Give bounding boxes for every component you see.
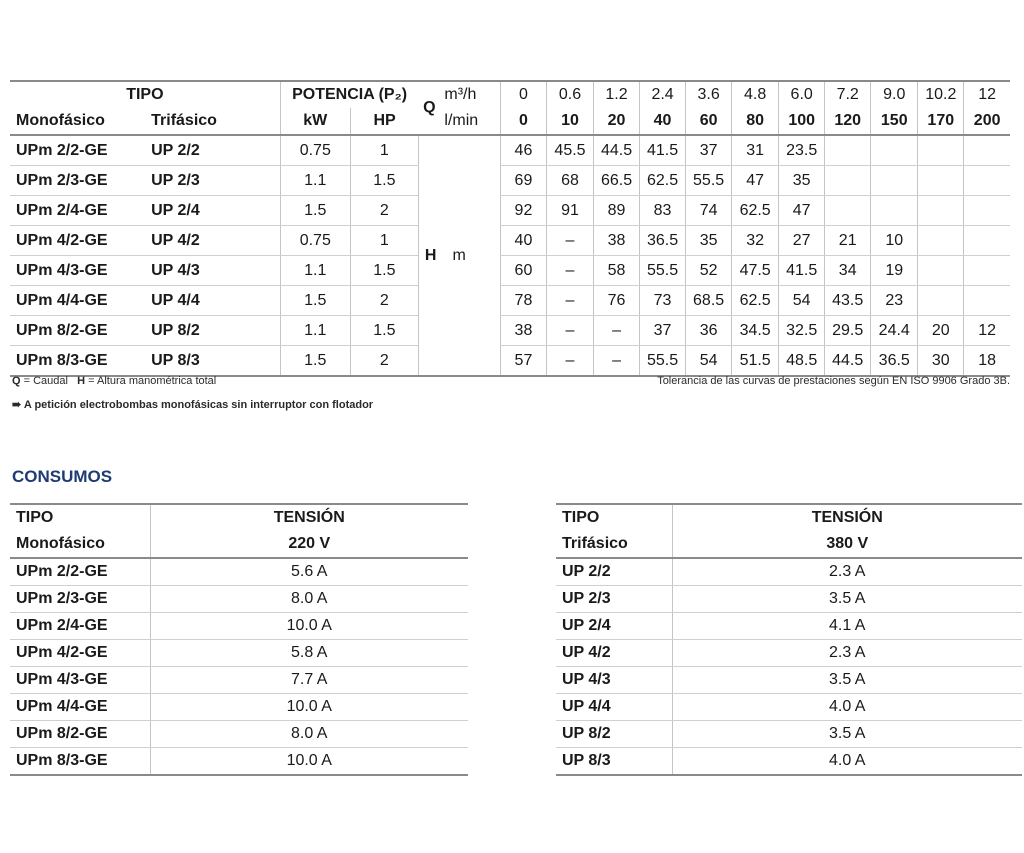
flow-m3h-cell: 10.2 — [918, 81, 964, 108]
consumo-value-cell: 2.3 A — [672, 558, 1022, 586]
head-value-cell: 91 — [546, 196, 593, 226]
head-value-cell — [871, 196, 918, 226]
head-value-cell: 55.5 — [640, 256, 686, 286]
kw-cell: 1.1 — [280, 316, 350, 346]
head-value-cell: 27 — [779, 226, 825, 256]
peticion-note — [12, 398, 373, 411]
tri-model-cell: UP 4/2 — [145, 226, 280, 256]
head-value-cell: 89 — [594, 196, 640, 226]
mono-header: Monofásico — [10, 108, 145, 135]
kw-header: kW — [280, 108, 350, 135]
head-value-cell: 35 — [779, 166, 825, 196]
tri-sub-header: Trifásico — [556, 531, 672, 558]
head-value-cell: 44.5 — [594, 135, 640, 166]
flow-lmin-cell: 20 — [594, 108, 640, 135]
flow-m3h-cell: 3.6 — [686, 81, 732, 108]
consumo-value-cell: 4.1 A — [672, 613, 1022, 640]
head-value-cell: 44.5 — [825, 346, 871, 377]
perf-header-row-1 — [10, 81, 1010, 108]
flow-m3h-cell: 7.2 — [825, 81, 871, 108]
peticion-text: A petición electrobombas monofásicas sin interruptor con flotador — [23, 399, 374, 411]
performance-table — [10, 80, 1010, 377]
consumo-tipo-cell: UPm 2/2-GE — [10, 558, 150, 586]
q-desc: = Caudal — [20, 375, 68, 387]
tri-header: Trifásico — [145, 108, 280, 135]
head-value-cell: 34.5 — [732, 316, 779, 346]
kw-cell: 1.1 — [280, 166, 350, 196]
potencia-header: POTENCIA (P₂) — [280, 81, 418, 108]
head-value-cell: 31 — [732, 135, 779, 166]
head-value-cell — [918, 286, 964, 316]
tolerance-note: Tolerancia de las curvas de prestaciones según EN ISO 9906 Grado 3B. — [657, 375, 1010, 387]
head-value-cell: 36.5 — [871, 346, 918, 377]
head-value-cell: 40 — [500, 226, 546, 256]
head-value-cell: 19 — [871, 256, 918, 286]
hp-cell: 2 — [350, 286, 418, 316]
head-value-cell: 32 — [732, 226, 779, 256]
table-row — [10, 346, 1010, 377]
consumos-mono-table — [10, 503, 468, 776]
head-value-cell — [964, 256, 1010, 286]
table-row — [556, 748, 1022, 776]
head-value-cell — [964, 226, 1010, 256]
tri-model-cell: UP 4/3 — [145, 256, 280, 286]
head-value-cell: 36.5 — [640, 226, 686, 256]
head-value-cell: – — [546, 226, 593, 256]
head-value-cell — [964, 135, 1010, 166]
head-value-cell — [918, 256, 964, 286]
tri-model-cell: UP 2/4 — [145, 196, 280, 226]
mono-model-cell: UPm 8/3-GE — [10, 346, 145, 377]
h-m-label — [418, 135, 500, 376]
consumo-tipo-cell: UPm 2/4-GE — [10, 613, 150, 640]
tri-model-cell: UP 4/4 — [145, 286, 280, 316]
head-value-cell — [964, 196, 1010, 226]
consumo-value-cell: 10.0 A — [150, 613, 468, 640]
head-value-cell: 57 — [500, 346, 546, 377]
flow-lmin-cell: 0 — [500, 108, 546, 135]
consumo-tipo-cell: UP 8/3 — [556, 748, 672, 776]
head-value-cell: 54 — [779, 286, 825, 316]
table-row — [10, 748, 468, 776]
head-value-cell: 38 — [500, 316, 546, 346]
head-value-cell: 83 — [640, 196, 686, 226]
table-row — [556, 613, 1022, 640]
consumos-title: CONSUMOS — [12, 467, 113, 486]
head-value-cell: 47 — [732, 166, 779, 196]
head-value-cell: 46 — [500, 135, 546, 166]
head-value-cell: – — [546, 286, 593, 316]
head-value-cell — [918, 226, 964, 256]
consumo-value-cell: 5.8 A — [150, 640, 468, 667]
consumo-value-cell: 3.5 A — [672, 721, 1022, 748]
tri-model-cell: UP 8/3 — [145, 346, 280, 377]
head-value-cell: 62.5 — [732, 196, 779, 226]
hp-cell: 1.5 — [350, 166, 418, 196]
head-value-cell: 92 — [500, 196, 546, 226]
table-row — [10, 721, 468, 748]
table-row — [10, 256, 1010, 286]
head-value-cell: 66.5 — [594, 166, 640, 196]
h-label: H — [424, 246, 437, 264]
consumo-tipo-cell: UP 2/4 — [556, 613, 672, 640]
head-value-cell: 69 — [500, 166, 546, 196]
head-value-cell: 36 — [686, 316, 732, 346]
head-value-cell: – — [594, 346, 640, 377]
head-value-cell: 23 — [871, 286, 918, 316]
kw-cell: 1.5 — [280, 346, 350, 377]
table-row — [556, 667, 1022, 694]
hp-cell: 1 — [350, 135, 418, 166]
flow-m3h-cell: 6.0 — [779, 81, 825, 108]
mono-voltage-header: 220 V — [150, 531, 468, 558]
consumo-tipo-cell: UPm 8/3-GE — [10, 748, 150, 776]
tri-tipo-header: TIPO — [562, 509, 600, 526]
head-value-cell: 20 — [918, 316, 964, 346]
head-value-cell: – — [546, 346, 593, 377]
head-value-cell: 35 — [686, 226, 732, 256]
table-row — [556, 586, 1022, 613]
mono-model-cell: UPm 2/2-GE — [10, 135, 145, 166]
hp-cell: 1 — [350, 226, 418, 256]
table-row — [10, 166, 1010, 196]
flow-m3h-cell: 0.6 — [546, 81, 593, 108]
consumo-tipo-cell: UP 8/2 — [556, 721, 672, 748]
consumo-value-cell: 3.5 A — [672, 586, 1022, 613]
table-row — [10, 135, 1010, 166]
head-value-cell: 43.5 — [825, 286, 871, 316]
head-value-cell — [825, 166, 871, 196]
head-value-cell: 73 — [640, 286, 686, 316]
consumo-tipo-cell: UP 4/4 — [556, 694, 672, 721]
head-value-cell: 76 — [594, 286, 640, 316]
head-value-cell — [871, 135, 918, 166]
hp-cell: 2 — [350, 346, 418, 377]
mono-model-cell: UPm 2/3-GE — [10, 166, 145, 196]
table-row — [10, 586, 468, 613]
head-value-cell: 74 — [686, 196, 732, 226]
table-row — [10, 316, 1010, 346]
flow-lmin-cell: 120 — [825, 108, 871, 135]
head-value-cell — [964, 286, 1010, 316]
flow-lmin-cell: 60 — [686, 108, 732, 135]
consumo-value-cell: 4.0 A — [672, 694, 1022, 721]
table-row — [10, 226, 1010, 256]
table-row — [10, 694, 468, 721]
head-value-cell: 34 — [825, 256, 871, 286]
head-value-cell: 37 — [640, 316, 686, 346]
consumo-value-cell: 8.0 A — [150, 586, 468, 613]
table-row — [556, 721, 1022, 748]
flow-m3h-cell: 0 — [500, 81, 546, 108]
table-row — [556, 694, 1022, 721]
m3h-unit: m³/h — [444, 86, 477, 103]
mono-model-cell: UPm 4/2-GE — [10, 226, 145, 256]
flow-lmin-cell: 150 — [871, 108, 918, 135]
consumos-mono-header-1 — [10, 504, 468, 531]
mono-model-cell: UPm 4/4-GE — [10, 286, 145, 316]
consumo-value-cell: 5.6 A — [150, 558, 468, 586]
kw-cell: 0.75 — [280, 135, 350, 166]
head-value-cell: 10 — [871, 226, 918, 256]
flow-lmin-cell: 40 — [640, 108, 686, 135]
table-row — [10, 196, 1010, 226]
q-header: Q — [418, 81, 440, 135]
head-value-cell — [825, 196, 871, 226]
flow-lmin-cell: 10 — [546, 108, 593, 135]
tri-model-cell: UP 8/2 — [145, 316, 280, 346]
consumo-value-cell: 10.0 A — [150, 748, 468, 776]
head-value-cell: 18 — [964, 346, 1010, 377]
head-value-cell: 68.5 — [686, 286, 732, 316]
head-value-cell: 12 — [964, 316, 1010, 346]
consumos-tri-header-1 — [556, 504, 1022, 531]
table-row — [10, 613, 468, 640]
mono-model-cell: UPm 8/2-GE — [10, 316, 145, 346]
arrow-icon: ➠ — [12, 399, 22, 411]
h-desc: = Altura manométrica total — [85, 375, 217, 387]
table-row — [10, 667, 468, 694]
hp-cell: 1.5 — [350, 256, 418, 286]
kw-cell: 0.75 — [280, 226, 350, 256]
consumo-tipo-cell: UP 2/2 — [556, 558, 672, 586]
kw-cell: 1.5 — [280, 286, 350, 316]
head-value-cell — [964, 166, 1010, 196]
flow-m3h-cell: 4.8 — [732, 81, 779, 108]
head-value-cell: 47 — [779, 196, 825, 226]
q-abbr: Q — [12, 375, 21, 387]
head-value-cell: 30 — [918, 346, 964, 377]
hp-header: HP — [350, 108, 418, 135]
mono-tipo-header: TIPO — [16, 509, 54, 526]
flow-lmin-cell: 200 — [964, 108, 1010, 135]
flow-lmin-cell: 100 — [779, 108, 825, 135]
head-value-cell: 24.4 — [871, 316, 918, 346]
flow-m3h-cell: 12 — [964, 81, 1010, 108]
head-value-cell: 45.5 — [546, 135, 593, 166]
consumo-tipo-cell: UPm 4/3-GE — [10, 667, 150, 694]
consumo-value-cell: 7.7 A — [150, 667, 468, 694]
flow-m3h-cell: 9.0 — [871, 81, 918, 108]
head-value-cell: 62.5 — [732, 286, 779, 316]
consumos-tri-table — [556, 503, 1022, 776]
head-value-cell: 68 — [546, 166, 593, 196]
head-value-cell: 78 — [500, 286, 546, 316]
head-value-cell: 47.5 — [732, 256, 779, 286]
head-value-cell: 29.5 — [825, 316, 871, 346]
head-value-cell: 32.5 — [779, 316, 825, 346]
consumo-value-cell: 3.5 A — [672, 667, 1022, 694]
head-value-cell: – — [546, 316, 593, 346]
consumo-tipo-cell: UP 2/3 — [556, 586, 672, 613]
mono-model-cell: UPm 2/4-GE — [10, 196, 145, 226]
h-abbr: H — [77, 375, 86, 387]
head-value-cell: 51.5 — [732, 346, 779, 377]
consumo-tipo-cell: UPm 4/2-GE — [10, 640, 150, 667]
head-value-cell: 58 — [594, 256, 640, 286]
head-value-cell — [871, 166, 918, 196]
head-value-cell — [918, 166, 964, 196]
flow-lmin-cell: 80 — [732, 108, 779, 135]
lmin-unit: l/min — [440, 108, 500, 135]
mono-sub-header: Monofásico — [10, 531, 150, 558]
table-row — [10, 286, 1010, 316]
table-row — [556, 640, 1022, 667]
consumo-value-cell: 10.0 A — [150, 694, 468, 721]
head-value-cell: – — [546, 256, 593, 286]
head-value-cell — [825, 135, 871, 166]
head-value-cell: 60 — [500, 256, 546, 286]
head-value-cell: 55.5 — [640, 346, 686, 377]
legend-note — [12, 375, 216, 387]
head-value-cell: 23.5 — [779, 135, 825, 166]
perf-header-row-2 — [10, 108, 1010, 135]
consumo-value-cell: 4.0 A — [672, 748, 1022, 776]
head-value-cell: 21 — [825, 226, 871, 256]
consumo-value-cell: 8.0 A — [150, 721, 468, 748]
table-row — [10, 640, 468, 667]
tipo-header: TIPO — [126, 86, 164, 103]
head-value-cell: 52 — [686, 256, 732, 286]
flow-lmin-cell: 170 — [918, 108, 964, 135]
consumos-mono-header-2 — [10, 531, 468, 558]
kw-cell: 1.1 — [280, 256, 350, 286]
head-value-cell: 41.5 — [640, 135, 686, 166]
consumos-tri-header-2 — [556, 531, 1022, 558]
head-value-cell: 41.5 — [779, 256, 825, 286]
kw-cell: 1.5 — [280, 196, 350, 226]
m-label: m — [452, 246, 466, 264]
tri-voltage-header: 380 V — [672, 531, 1022, 558]
head-value-cell: 38 — [594, 226, 640, 256]
table-row — [556, 558, 1022, 586]
flow-m3h-cell: 1.2 — [594, 81, 640, 108]
mono-tension-header: TENSIÓN — [150, 504, 468, 531]
head-value-cell — [918, 135, 964, 166]
flow-m3h-cell: 2.4 — [640, 81, 686, 108]
hp-cell: 2 — [350, 196, 418, 226]
consumo-tipo-cell: UPm 8/2-GE — [10, 721, 150, 748]
head-value-cell: 55.5 — [686, 166, 732, 196]
tri-tension-header: TENSIÓN — [672, 504, 1022, 531]
consumo-value-cell: 2.3 A — [672, 640, 1022, 667]
consumo-tipo-cell: UPm 4/4-GE — [10, 694, 150, 721]
head-value-cell: 48.5 — [779, 346, 825, 377]
tri-model-cell: UP 2/2 — [145, 135, 280, 166]
tri-model-cell: UP 2/3 — [145, 166, 280, 196]
consumo-tipo-cell: UP 4/2 — [556, 640, 672, 667]
head-value-cell — [918, 196, 964, 226]
consumo-tipo-cell: UP 4/3 — [556, 667, 672, 694]
consumo-tipo-cell: UPm 2/3-GE — [10, 586, 150, 613]
mono-model-cell: UPm 4/3-GE — [10, 256, 145, 286]
head-value-cell: – — [594, 316, 640, 346]
head-value-cell: 62.5 — [640, 166, 686, 196]
head-value-cell: 54 — [686, 346, 732, 377]
table-row — [10, 558, 468, 586]
hp-cell: 1.5 — [350, 316, 418, 346]
head-value-cell: 37 — [686, 135, 732, 166]
